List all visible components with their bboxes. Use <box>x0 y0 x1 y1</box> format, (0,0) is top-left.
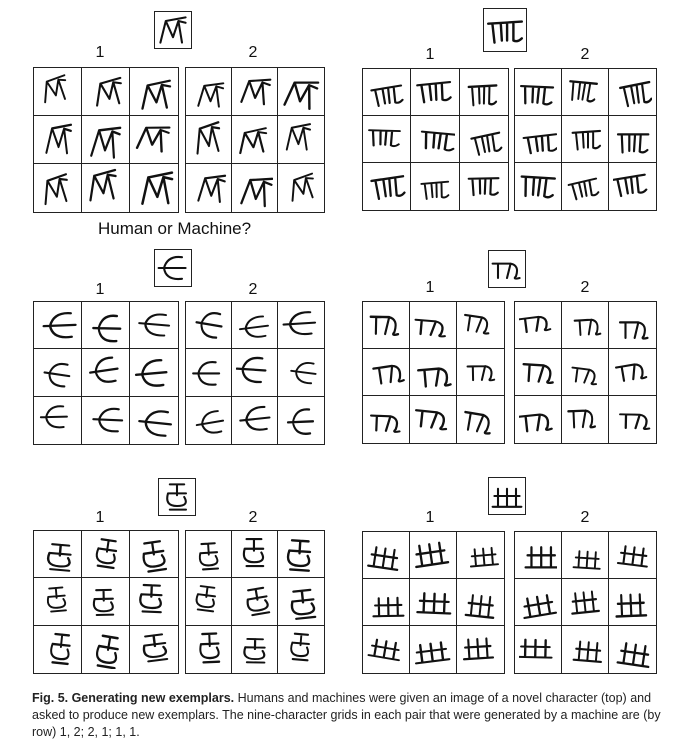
handwritten-character <box>367 73 407 112</box>
handwritten-character <box>519 306 558 345</box>
exemplar-cell <box>515 579 562 626</box>
handwritten-character <box>190 120 228 159</box>
handwritten-character <box>367 630 406 669</box>
exemplar-cell <box>278 397 324 444</box>
handwritten-character <box>38 72 77 111</box>
exemplar-cell <box>363 626 410 673</box>
exemplar-cell <box>130 397 178 444</box>
exemplar-cell <box>363 116 411 163</box>
handwritten-character <box>236 72 274 111</box>
exemplar-cell <box>363 349 410 396</box>
grid-label-2: 2 <box>580 509 590 526</box>
exemplar-cell <box>130 531 178 578</box>
exemplar-cell <box>232 68 278 116</box>
grid-label-1: 1 <box>95 509 105 526</box>
handwritten-character <box>519 400 558 439</box>
handwritten-character <box>464 73 505 112</box>
handwritten-character <box>414 400 453 439</box>
handwritten-character <box>464 167 505 206</box>
handwritten-character <box>190 353 228 392</box>
handwritten-character <box>236 535 274 574</box>
exemplar-grid-1 <box>362 531 505 674</box>
handwritten-character <box>134 353 174 392</box>
exemplar-cell <box>34 578 82 625</box>
exemplar-grid-1 <box>362 68 509 211</box>
handwritten-character <box>282 168 321 208</box>
handwritten-character <box>134 168 174 208</box>
handwritten-character <box>367 167 407 206</box>
exemplar-cell <box>82 68 130 116</box>
exemplar-cell <box>186 578 232 625</box>
handwritten-character <box>415 167 455 206</box>
handwritten-character <box>86 120 125 159</box>
handwritten-character <box>236 400 274 440</box>
exemplar-grid-2 <box>185 67 325 213</box>
exemplar-cell <box>278 302 324 349</box>
handwritten-character <box>86 400 125 440</box>
exemplar-cell <box>609 579 656 626</box>
handwritten-character <box>566 536 605 575</box>
handwritten-character <box>367 306 406 345</box>
handwritten-character <box>613 73 652 112</box>
grid-label-2: 2 <box>580 279 590 296</box>
exemplar-cell <box>82 349 130 396</box>
exemplar-grid-1 <box>362 301 505 444</box>
grid-label-2: 2 <box>580 46 590 63</box>
handwritten-character <box>566 353 605 392</box>
handwritten-character <box>461 583 500 622</box>
target-character-image <box>488 250 526 288</box>
exemplar-grid-1 <box>33 67 179 213</box>
handwritten-character <box>566 120 605 159</box>
handwritten-character <box>190 72 228 111</box>
exemplar-cell <box>460 163 508 210</box>
exemplar-cell <box>34 531 82 578</box>
handwritten-character <box>613 630 652 669</box>
exemplar-cell <box>34 349 82 396</box>
exemplar-cell <box>562 163 609 210</box>
handwritten-character <box>38 582 77 621</box>
handwritten-character <box>86 535 125 574</box>
handwritten-character <box>190 535 228 574</box>
handwritten-character <box>613 167 652 206</box>
exemplar-cell <box>232 531 278 578</box>
exemplar-cell <box>363 579 410 626</box>
handwritten-character <box>519 120 558 159</box>
exemplar-cell <box>515 626 562 673</box>
handwritten-character <box>613 536 652 575</box>
handwritten-character <box>86 353 125 392</box>
handwritten-character <box>134 306 174 345</box>
handwritten-character <box>464 120 505 159</box>
handwritten-character <box>415 73 455 112</box>
exemplar-cell <box>609 302 656 349</box>
handwritten-character <box>519 583 558 622</box>
handwritten-character <box>519 536 558 575</box>
grid-label-2: 2 <box>248 281 258 298</box>
exemplar-cell <box>130 302 178 349</box>
handwritten-character <box>566 167 605 206</box>
handwritten-character <box>414 630 453 669</box>
handwritten-character <box>86 168 125 208</box>
handwritten-character <box>566 583 605 622</box>
exemplar-grid-2 <box>514 531 657 674</box>
exemplar-cell <box>130 626 178 673</box>
exemplar-cell <box>232 578 278 625</box>
caption-label: Fig. 5. Generating new exemplars. <box>32 691 235 705</box>
handwritten-character <box>236 582 274 621</box>
handwritten-character <box>367 536 406 575</box>
exemplar-cell <box>186 68 232 116</box>
handwritten-character <box>38 400 77 440</box>
handwritten-character <box>190 306 228 345</box>
exemplar-cell <box>186 626 232 673</box>
exemplar-cell <box>363 396 410 443</box>
grid-label-1: 1 <box>425 509 435 526</box>
handwritten-character <box>134 582 174 621</box>
handwritten-character <box>282 582 321 621</box>
handwritten-character <box>134 535 174 574</box>
handwritten-character <box>566 400 605 439</box>
handwritten-character <box>613 306 652 345</box>
handwritten-character <box>86 306 125 345</box>
exemplar-grid-2 <box>185 301 325 445</box>
exemplar-cell <box>410 349 457 396</box>
question-heading: Human or Machine? <box>98 219 252 238</box>
exemplar-cell <box>609 532 656 579</box>
handwritten-character <box>190 629 228 669</box>
exemplar-cell <box>82 116 130 164</box>
handwritten-character <box>282 306 321 345</box>
handwritten-character <box>566 630 605 669</box>
exemplar-cell <box>130 349 178 396</box>
exemplar-cell <box>34 302 82 349</box>
exemplar-cell <box>278 116 324 164</box>
target-character-image <box>483 8 527 52</box>
exemplar-cell <box>130 68 178 116</box>
exemplar-cell <box>363 163 411 210</box>
handwritten-character <box>38 306 77 345</box>
exemplar-cell <box>130 164 178 212</box>
exemplar-cell <box>515 532 562 579</box>
handwritten-character <box>282 120 321 159</box>
handwritten-character <box>38 120 77 159</box>
exemplar-grid-2 <box>514 301 657 444</box>
exemplar-cell <box>82 302 130 349</box>
handwritten-character <box>190 582 228 621</box>
handwritten-character <box>367 353 406 392</box>
exemplar-cell <box>278 68 324 116</box>
exemplar-cell <box>562 396 609 443</box>
handwritten-character <box>414 306 453 345</box>
exemplar-cell <box>562 532 609 579</box>
handwritten-character <box>86 629 125 669</box>
exemplar-cell <box>460 69 508 116</box>
target-character-image <box>488 477 526 515</box>
exemplar-cell <box>457 349 504 396</box>
exemplar-grid-2 <box>514 68 657 211</box>
exemplar-cell <box>609 163 656 210</box>
handwritten-character <box>461 306 500 345</box>
exemplar-cell <box>82 164 130 212</box>
handwritten-character <box>236 353 274 392</box>
handwritten-character <box>282 353 321 392</box>
caption-text: Humans and machines were given an image of a novel character (top) and asked to produce new exemplars. The nine-character grids in each pair that were generated by a machine are (by row) 1, 2; 2, 1; 1, 1. <box>32 691 661 739</box>
exemplar-cell <box>609 349 656 396</box>
exemplar-grid-1 <box>33 301 179 445</box>
exemplar-cell <box>232 302 278 349</box>
handwritten-character <box>236 120 274 159</box>
exemplar-cell <box>34 68 82 116</box>
handwritten-character <box>367 583 406 622</box>
exemplar-cell <box>82 397 130 444</box>
handwritten-character <box>236 629 274 669</box>
grid-label-2: 2 <box>248 44 258 61</box>
exemplar-cell <box>515 163 562 210</box>
exemplar-cell <box>457 302 504 349</box>
target-character-image <box>158 478 196 516</box>
exemplar-cell <box>363 69 411 116</box>
exemplar-cell <box>186 531 232 578</box>
exemplar-cell <box>609 396 656 443</box>
handwritten-character <box>367 120 407 159</box>
exemplar-cell <box>562 69 609 116</box>
exemplar-cell <box>410 396 457 443</box>
exemplar-cell <box>460 116 508 163</box>
exemplar-cell <box>34 164 82 212</box>
exemplar-cell <box>232 164 278 212</box>
exemplar-cell <box>411 69 459 116</box>
handwritten-character <box>613 583 652 622</box>
exemplar-cell <box>34 116 82 164</box>
exemplar-cell <box>515 302 562 349</box>
grid-label-1: 1 <box>95 44 105 61</box>
handwritten-character <box>414 583 453 622</box>
exemplar-cell <box>186 302 232 349</box>
exemplar-cell <box>515 396 562 443</box>
exemplar-cell <box>82 531 130 578</box>
exemplar-cell <box>609 626 656 673</box>
exemplar-cell <box>410 626 457 673</box>
handwritten-character <box>282 629 321 669</box>
exemplar-cell <box>457 626 504 673</box>
exemplar-cell <box>457 579 504 626</box>
handwritten-character <box>86 582 125 621</box>
handwritten-character <box>519 630 558 669</box>
handwritten-character <box>519 73 558 112</box>
handwritten-character <box>566 306 605 345</box>
handwritten-character <box>38 629 77 669</box>
handwritten-character <box>461 630 500 669</box>
handwritten-character <box>613 353 652 392</box>
exemplar-cell <box>130 578 178 625</box>
exemplar-cell <box>232 349 278 396</box>
exemplar-cell <box>515 349 562 396</box>
exemplar-cell <box>609 116 656 163</box>
grid-label-2: 2 <box>248 509 258 526</box>
handwritten-character <box>414 353 453 392</box>
exemplar-cell <box>609 69 656 116</box>
exemplar-cell <box>278 349 324 396</box>
handwritten-character <box>86 72 125 111</box>
handwritten-character <box>134 72 174 111</box>
handwritten-character <box>414 536 453 575</box>
figure-caption <box>32 690 672 741</box>
handwritten-character <box>613 400 652 439</box>
grid-label-1: 1 <box>425 279 435 296</box>
handwritten-character <box>236 306 274 345</box>
exemplar-cell <box>515 69 562 116</box>
handwritten-character <box>38 353 77 392</box>
exemplar-cell <box>562 626 609 673</box>
exemplar-cell <box>232 397 278 444</box>
handwritten-character <box>461 400 500 439</box>
exemplar-cell <box>411 163 459 210</box>
exemplar-cell <box>278 626 324 673</box>
exemplar-cell <box>186 349 232 396</box>
grid-label-1: 1 <box>95 281 105 298</box>
exemplar-cell <box>82 578 130 625</box>
exemplar-cell <box>562 349 609 396</box>
exemplar-cell <box>457 396 504 443</box>
exemplar-cell <box>186 397 232 444</box>
handwritten-character <box>282 400 321 440</box>
exemplar-cell <box>130 116 178 164</box>
exemplar-cell <box>562 302 609 349</box>
handwritten-character <box>282 72 321 111</box>
exemplar-cell <box>278 578 324 625</box>
exemplar-cell <box>515 116 562 163</box>
exemplar-grid-2 <box>185 530 325 674</box>
handwritten-character <box>38 535 77 574</box>
handwritten-character <box>134 120 174 159</box>
exemplar-cell <box>457 532 504 579</box>
handwritten-character <box>519 353 558 392</box>
exemplar-cell <box>34 397 82 444</box>
exemplar-cell <box>232 626 278 673</box>
exemplar-cell <box>278 531 324 578</box>
handwritten-character <box>519 167 558 206</box>
handwritten-character <box>461 353 500 392</box>
exemplar-grid-1 <box>33 530 179 674</box>
handwritten-character <box>613 120 652 159</box>
handwritten-character <box>190 168 228 208</box>
exemplar-cell <box>363 532 410 579</box>
handwritten-character <box>190 400 228 440</box>
exemplar-cell <box>278 164 324 212</box>
target-character-image <box>154 11 192 49</box>
handwritten-character <box>566 73 605 112</box>
handwritten-character <box>282 535 321 574</box>
exemplar-cell <box>562 579 609 626</box>
handwritten-character <box>134 400 174 440</box>
exemplar-cell <box>186 116 232 164</box>
handwritten-character <box>367 400 406 439</box>
handwritten-character <box>236 168 274 208</box>
handwritten-character <box>415 120 455 159</box>
exemplar-cell <box>410 302 457 349</box>
handwritten-character <box>461 536 500 575</box>
exemplar-cell <box>186 164 232 212</box>
exemplar-cell <box>82 626 130 673</box>
exemplar-cell <box>410 532 457 579</box>
exemplar-cell <box>232 116 278 164</box>
exemplar-cell <box>34 626 82 673</box>
handwritten-character <box>134 629 174 669</box>
grid-label-1: 1 <box>425 46 435 63</box>
exemplar-cell <box>363 302 410 349</box>
exemplar-cell <box>411 116 459 163</box>
target-character-image <box>154 249 192 287</box>
exemplar-cell <box>410 579 457 626</box>
exemplar-cell <box>562 116 609 163</box>
handwritten-character <box>38 168 77 208</box>
